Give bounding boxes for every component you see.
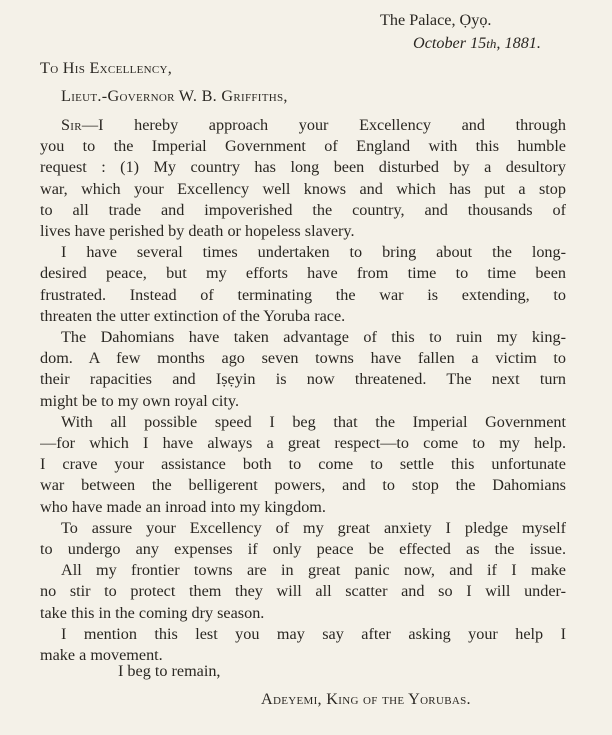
body-line: to all trade and impoverished the country, and thousands of bbox=[40, 200, 566, 219]
body-line: who have made an inroad into my kingdom. bbox=[40, 497, 326, 516]
body-line: I mention this lest you may say after asking your help I bbox=[61, 624, 566, 643]
body-line: lives have perished by death or hopeless slavery. bbox=[40, 222, 355, 240]
body-line: dom. A few months ago seven towns have fallen a victim to bbox=[40, 349, 566, 368]
body-line: request : (1) My country has long been disturbed by a desultory bbox=[40, 158, 566, 177]
signature-line: Adeyemi, King of the Yorubas. bbox=[261, 690, 471, 708]
date-suffix: th bbox=[486, 36, 497, 51]
body-line: war between the belligerent powers, and to stop the Dahomians bbox=[40, 476, 566, 495]
body-line: desired peace, but my efforts have from time to time been bbox=[40, 264, 566, 283]
body-line: no stir to protect them they will all scatter and so I will under- bbox=[40, 582, 566, 601]
body-line: make a movement. bbox=[40, 646, 163, 664]
body-line: take this in the coming dry season. bbox=[40, 603, 265, 622]
closing-line: I beg to remain, bbox=[118, 662, 221, 680]
body-line: their rapacities and Iṣẹyin is now threatened. The next turn bbox=[40, 370, 566, 389]
letter-date bbox=[413, 33, 541, 54]
body-line: threaten the utter extinction of the Yoruba race. bbox=[40, 306, 346, 325]
body-line: To assure your Excellency of my great anxiety I pledge myself bbox=[61, 518, 566, 537]
body-line: All my frontier towns are in great panic now, and if I make bbox=[61, 561, 566, 580]
date-month-day: October 15 bbox=[413, 34, 487, 52]
body-line: I crave your assistance both to come to settle this unfortunate bbox=[40, 455, 566, 474]
body-line: With all possible speed I beg that the Imperial Government bbox=[61, 412, 566, 431]
body-line: —for which I have always a great respect—to come to my help. bbox=[40, 434, 566, 452]
addressee-line: Lieut.-Governor W. B. Griffiths, bbox=[61, 87, 288, 105]
salutation-sir: Sir bbox=[61, 116, 82, 134]
date-year: , 1881. bbox=[496, 34, 541, 52]
body-line: to undergo any expenses if only peace be effected as the issue. bbox=[40, 540, 566, 558]
body-line: frustrated. Instead of terminating the war is extending, to bbox=[40, 285, 566, 304]
letter-place: The Palace, Ọyọ. bbox=[380, 11, 492, 29]
salutation-line: To His Excellency, bbox=[40, 59, 173, 77]
body-line: Sir—I hereby approach your Excellency and through bbox=[61, 116, 566, 134]
body-line: you to the Imperial Government of England with this humble bbox=[40, 137, 566, 156]
body-line: might be to my own royal city. bbox=[40, 391, 240, 410]
body-line: war, which your Excellency well knows and which has put a stop bbox=[40, 179, 566, 198]
body-line: I have several times undertaken to bring about the long- bbox=[61, 243, 566, 262]
body-line: The Dahomians have taken advantage of this to ruin my king- bbox=[61, 328, 566, 346]
